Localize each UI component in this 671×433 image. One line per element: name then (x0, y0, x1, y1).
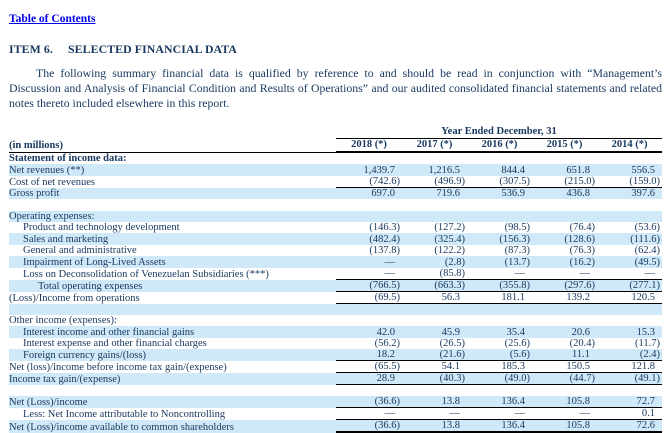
cell-value: 35.4 (506, 326, 525, 338)
year-column-label: 2014 (*) (597, 139, 662, 153)
year-column-label: 2018 (*) (336, 139, 402, 153)
row-label: Foreign currency gains/(loss) (23, 350, 147, 362)
cell-value: (56.2) (374, 338, 400, 350)
row-label: General and administrative (23, 245, 137, 257)
cell-value: 45.9 (441, 326, 460, 338)
table-row (9, 256, 662, 267)
span-header-row (9, 126, 662, 139)
cell-value: 436.8 (566, 188, 590, 200)
cell-value: (13.7) (504, 256, 530, 268)
cell-value: (325.4) (434, 233, 465, 245)
table-row (9, 304, 662, 315)
row-label: Sales and marketing (23, 233, 109, 245)
row-label: Total operating expenses (38, 280, 143, 292)
cell-value: (156.3) (499, 233, 530, 245)
item-title: SELECTED FINANCIAL DATA (68, 42, 238, 56)
cell-value: (20.4) (569, 338, 595, 350)
cell-value: 105.8 (532, 396, 597, 408)
cell-value: 139.2 (532, 292, 597, 304)
row-label: Less: Net Income attributable to Noncontrolling (23, 409, 226, 421)
span-header-spacer (9, 126, 336, 139)
cell-value: (355.8) (467, 280, 532, 292)
cell-value: (128.6) (564, 233, 595, 245)
cell-value (467, 153, 532, 164)
cell-value (336, 304, 402, 315)
cell-value: — (532, 408, 597, 420)
cell-value: — (336, 268, 402, 280)
table-row (9, 420, 662, 433)
cell-value: 397.6 (631, 188, 656, 200)
cell-value: 0.1 (597, 408, 662, 420)
cell-value: (297.6) (532, 280, 597, 292)
cell-value: — (597, 268, 662, 280)
item-heading (9, 42, 662, 57)
cell-value: 719.6 (436, 188, 460, 200)
cell-value: (766.5) (336, 280, 402, 292)
cell-value: (496.9) (402, 176, 467, 188)
year-column-header (467, 139, 532, 153)
year-column-header (336, 139, 402, 153)
table-row (9, 153, 662, 164)
year-column-header (402, 139, 467, 153)
cell-value (597, 200, 662, 211)
cell-value (532, 304, 597, 315)
cell-value: (44.7) (532, 373, 597, 385)
cell-value: (11.7) (635, 338, 661, 350)
table-row (9, 373, 662, 385)
in-millions-cell (9, 139, 336, 153)
cell-value: (663.3) (402, 280, 467, 292)
item-number: ITEM 6. (9, 42, 53, 56)
cell-value (336, 200, 402, 211)
cell-value: (40.3) (402, 373, 467, 385)
cell-value: (85.8) (402, 268, 467, 280)
cell-value: 120.5 (597, 292, 662, 304)
cell-value (532, 200, 597, 211)
cell-value (597, 153, 662, 164)
cell-value: — (402, 408, 467, 420)
cell-value: (76.3) (569, 245, 595, 257)
row-label: Gross profit (9, 188, 60, 200)
cell-value (467, 385, 532, 396)
table-row (9, 315, 662, 326)
table-row (9, 176, 662, 188)
cell-value: 15.3 (636, 326, 656, 338)
cell-value (597, 385, 662, 396)
cell-value (597, 211, 662, 222)
cell-value: (69.5) (336, 292, 402, 304)
table-row (9, 349, 662, 361)
cell-value: 72.6 (597, 420, 662, 433)
row-label: Loss on Deconsolidation of Venezuelan Subsidiaries (***) (23, 268, 269, 280)
cell-value: (21.6) (402, 349, 467, 361)
cell-value (597, 315, 662, 326)
table-row (9, 188, 662, 199)
in-millions-label: (in millions) (9, 140, 336, 153)
row-label: Interest income and other financial gains (23, 326, 195, 338)
year-column-label: 2015 (*) (532, 139, 597, 153)
cell-value: 1,216.5 (428, 164, 460, 176)
cell-value: — (532, 268, 597, 280)
cell-value: — (336, 408, 402, 420)
cell-value (532, 211, 597, 222)
row-label (9, 385, 336, 396)
cell-value: 136.4 (467, 420, 532, 433)
cell-value (336, 385, 402, 396)
cell-value: 56.3 (402, 292, 467, 304)
cell-value (467, 211, 532, 222)
cell-value: (127.2) (434, 222, 465, 234)
table-row (9, 385, 662, 396)
cell-value (402, 385, 467, 396)
table-row (9, 292, 662, 304)
cell-value: (76.4) (569, 222, 595, 234)
cell-value (402, 153, 467, 164)
row-label: Impairment of Long-Lived Assets (23, 256, 166, 268)
cell-value: (122.2) (434, 245, 465, 257)
cell-value: 28.9 (336, 373, 402, 385)
cell-value: (36.6) (336, 396, 402, 408)
year-column-header (597, 139, 662, 153)
cell-value: (277.1) (597, 280, 662, 292)
cell-value: 72.7 (597, 396, 662, 408)
table-row (9, 408, 662, 420)
cell-value (402, 211, 467, 222)
row-label: Product and technology development (23, 222, 180, 234)
cell-value (336, 153, 402, 164)
cell-value: 54.1 (402, 361, 467, 373)
row-label (9, 304, 336, 315)
cell-value: 13.8 (402, 396, 467, 408)
cell-value (467, 200, 532, 211)
cell-value: (65.5) (336, 361, 402, 373)
cell-value (597, 304, 662, 315)
cell-value (467, 304, 532, 315)
cell-value: 13.8 (402, 420, 467, 433)
cell-value (532, 385, 597, 396)
cell-value: (49.5) (634, 256, 661, 268)
cell-value: 11.1 (532, 349, 597, 361)
cell-value (402, 200, 467, 211)
cell-value: (111.6) (630, 233, 661, 245)
cell-value (336, 315, 402, 326)
table-row (9, 326, 662, 337)
cell-value: (53.6) (634, 222, 661, 234)
cell-value (532, 315, 597, 326)
cell-value: 136.4 (467, 396, 532, 408)
cell-value: (482.4) (369, 233, 400, 245)
cell-value (532, 153, 597, 164)
cell-value (402, 304, 467, 315)
row-label: Cost of net revenues (9, 176, 96, 188)
cell-value: 181.1 (467, 292, 532, 304)
row-label: Statement of income data: (9, 153, 127, 165)
table-row (9, 361, 662, 373)
table-row (9, 268, 662, 280)
cell-value: (2.8) (444, 256, 465, 268)
cell-value: (49.0) (467, 373, 532, 385)
row-label: Net (Loss)/income (9, 397, 88, 409)
table-row (9, 280, 662, 292)
span-header-cell (336, 126, 662, 139)
intro-paragraph: The following summary financial data is qualified by reference to and should be read in conjunction with “Management’s Discussion and Analysis of Financial Condition and Results of Operations” and our audited consolidated financial statements and related notes thereto included elsewhere in this report. (9, 66, 662, 110)
row-label (9, 199, 336, 210)
cell-value: 20.6 (571, 326, 590, 338)
cell-value: (98.5) (504, 222, 530, 234)
cell-value: (159.0) (597, 176, 662, 188)
cell-value: — (384, 256, 395, 268)
row-label: (Loss)/Income from operations (9, 292, 140, 304)
table-row (9, 164, 662, 175)
cell-value: (146.3) (369, 222, 400, 234)
cell-value: 18.2 (336, 349, 402, 361)
row-label: Net revenues (**) (9, 164, 85, 176)
cell-value (336, 211, 402, 222)
cell-value: (62.4) (634, 245, 661, 257)
row-label: Operating expenses: (9, 210, 95, 222)
year-column-label: 2016 (*) (467, 139, 532, 153)
cell-value: (5.6) (467, 349, 532, 361)
cell-value: (137.8) (369, 245, 400, 257)
cell-value: (26.5) (439, 338, 465, 350)
cell-value: (307.5) (467, 176, 532, 188)
row-label: Other income (expenses): (9, 315, 117, 327)
cell-value: (2.4) (597, 349, 662, 361)
table-row (9, 211, 662, 222)
cell-value: — (467, 408, 532, 420)
span-header-label: Year Ended December, 31 (336, 126, 662, 139)
cell-value: 1,439.7 (363, 164, 395, 176)
cell-value: (49.1) (597, 373, 662, 385)
cell-value: (215.0) (532, 176, 597, 188)
table-row (9, 199, 662, 210)
cell-value: 844.4 (501, 164, 525, 176)
row-label: Net (Loss)/income available to common shareholders (9, 422, 234, 433)
cell-value: 536.9 (501, 188, 525, 200)
row-label: Net (loss)/income before income tax gain/(expense) (9, 362, 227, 374)
row-label: Interest expense and other financial charges (23, 338, 207, 350)
cell-value (402, 315, 467, 326)
table-row (9, 245, 662, 256)
year-column-label: 2017 (*) (402, 139, 467, 153)
cell-value: 121.8 (597, 361, 662, 373)
cell-value: 105.8 (532, 420, 597, 433)
table-row (9, 338, 662, 349)
row-label: Income tax gain/(expense) (9, 374, 121, 386)
cell-value: — (467, 268, 532, 280)
cell-value: (87.3) (504, 245, 530, 257)
cell-value: (16.2) (569, 256, 595, 268)
cell-value: 150.5 (532, 361, 597, 373)
financial-table (9, 126, 662, 433)
financial-table-body (9, 126, 662, 433)
cell-value: (742.6) (336, 176, 402, 188)
cell-value (467, 315, 532, 326)
table-of-contents-link[interactable]: Table of Contents (9, 13, 96, 25)
cell-value: 42.0 (376, 326, 395, 338)
column-header-row (9, 139, 662, 153)
table-row (9, 396, 662, 408)
cell-value: (25.6) (504, 338, 530, 350)
cell-value: 556.5 (631, 164, 656, 176)
cell-value: 185.3 (467, 361, 532, 373)
cell-value: 697.0 (371, 188, 395, 200)
year-column-header (532, 139, 597, 153)
cell-value: (36.6) (336, 420, 402, 433)
table-row (9, 222, 662, 233)
cell-value: 651.8 (566, 164, 590, 176)
table-row (9, 233, 662, 244)
toc-row (9, 9, 662, 27)
